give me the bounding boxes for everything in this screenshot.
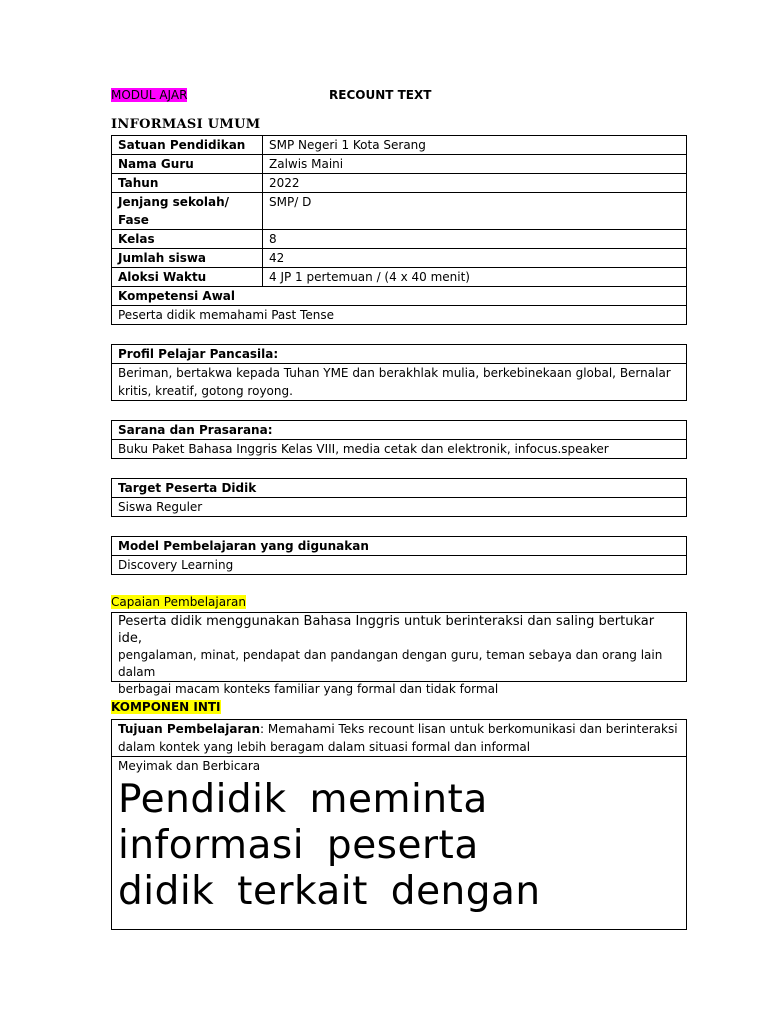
info-table xyxy=(111,135,687,287)
document-title: RECOUNT TEXT xyxy=(329,88,432,102)
big-text-2: informasi peserta xyxy=(118,823,479,868)
model-pembelajaran-body: Discovery Learning xyxy=(118,558,234,572)
info-value: Zalwis Maini xyxy=(263,155,687,174)
tujuan-text: : Memahami Teks recount lisan untuk berkomunikasi dan berinteraksi xyxy=(260,722,678,736)
table-row xyxy=(112,230,687,249)
tujuan-pembelajaran-row xyxy=(112,720,686,757)
info-label: Aloksi Waktu xyxy=(112,268,263,287)
table-row xyxy=(112,155,687,174)
info-value: 2022 xyxy=(263,174,687,193)
info-label: Kelas xyxy=(112,230,263,249)
capaian-label: Capaian Pembelajaran xyxy=(111,595,246,609)
capaian-body xyxy=(118,613,680,698)
capaian-line-2: pengalaman, minat, pendapat dan pandangan dengan guru, teman sebaya dan orang lain dalam xyxy=(118,648,663,679)
info-value: SMP Negeri 1 Kota Serang xyxy=(263,136,687,155)
komponen-inti-box xyxy=(111,719,687,930)
info-label: Jumlah siswa xyxy=(112,249,263,268)
info-label: Satuan Pendidikan xyxy=(112,136,263,155)
profil-line-1: Beriman, bertakwa kepada Tuhan YME dan berakhlak mulia, berkebinekaan global, Bernalar xyxy=(118,366,671,380)
info-value: 4 JP 1 pertemuan / (4 x 40 menit) xyxy=(263,268,687,287)
kompetensi-awal-box xyxy=(111,286,687,325)
model-pembelajaran-box xyxy=(111,536,687,575)
target-peserta-title: Target Peserta Didik xyxy=(112,479,686,498)
big-text-1: Pendidik meminta xyxy=(118,777,488,822)
modul-ajar-label: MODUL AJAR xyxy=(111,88,188,102)
komponen-inti-label: KOMPONEN INTI xyxy=(111,700,221,714)
target-peserta-box xyxy=(111,478,687,517)
info-label: Nama Guru xyxy=(112,155,263,174)
table-row xyxy=(112,193,687,230)
profil-pelajar-box xyxy=(111,344,687,401)
table-row xyxy=(112,136,687,155)
tujuan-line-1 xyxy=(118,720,680,738)
info-value: 8 xyxy=(263,230,687,249)
tujuan-label: Tujuan Pembelajaran xyxy=(118,722,261,736)
table-row xyxy=(112,249,687,268)
table-row xyxy=(112,174,687,193)
kompetensi-awal-title: Kompetensi Awal xyxy=(112,287,686,306)
big-text-3: didik terkait dengan xyxy=(118,869,541,914)
skill-label: Meyimak dan Berbicara xyxy=(118,759,261,773)
capaian-box xyxy=(111,612,687,696)
section-title-informasi-umum: INFORMASI UMUM xyxy=(111,117,261,132)
sarana-body: Buku Paket Bahasa Inggris Kelas VIII, media cetak dan elektronik, infocus.speaker xyxy=(118,442,609,456)
info-value: 42 xyxy=(263,249,687,268)
info-value: SMP/ D xyxy=(263,193,687,230)
model-pembelajaran-title: Model Pembelajaran yang digunakan xyxy=(112,537,686,556)
info-label: Tahun xyxy=(112,174,263,193)
kegiatan-section xyxy=(112,757,686,915)
target-peserta-body: Siswa Reguler xyxy=(118,500,203,514)
sarana-title: Sarana dan Prasarana: xyxy=(112,421,686,440)
capaian-line-1: Peserta didik menggunakan Bahasa Inggris untuk berinteraksi dan saling bertukar ide, xyxy=(118,614,655,646)
profil-pelajar-title: Profil Pelajar Pancasila: xyxy=(112,345,686,364)
table-row xyxy=(112,268,687,287)
kompetensi-awal-body: Peserta didik memahami Past Tense xyxy=(118,308,334,322)
capaian-line-3: berbagai macam konteks familiar yang formal dan tidak formal xyxy=(118,682,499,696)
sarana-box xyxy=(111,420,687,459)
info-label: Jenjang sekolah/ Fase xyxy=(112,193,263,230)
profil-line-2: kritis, kreatif, gotong royong. xyxy=(118,384,293,398)
tujuan-line-2: dalam kontek yang lebih beragam dalam situasi formal dan informal xyxy=(118,740,531,754)
profil-pelajar-body xyxy=(112,364,686,400)
